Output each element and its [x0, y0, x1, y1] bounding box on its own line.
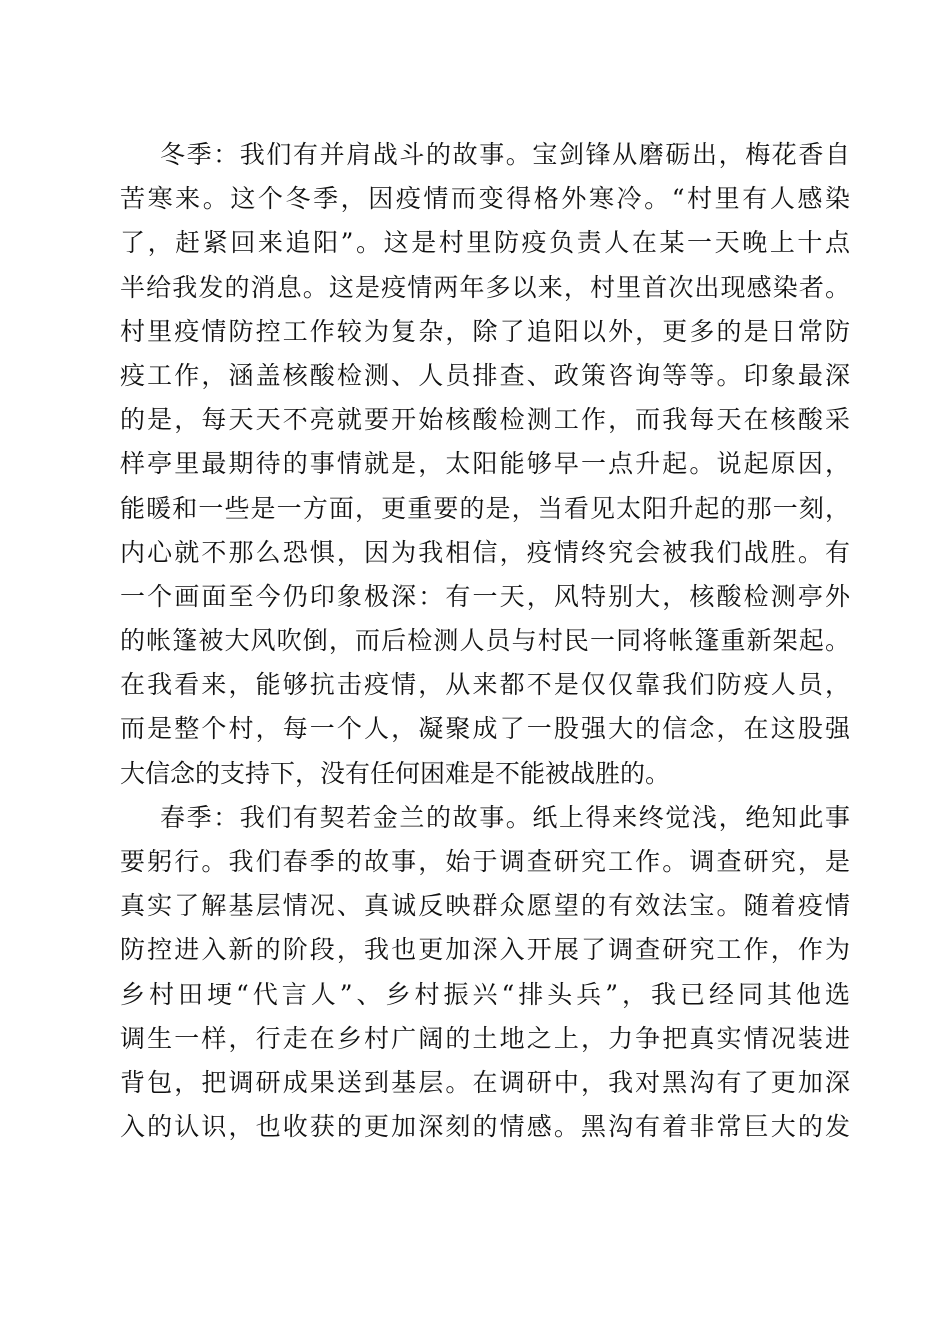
text-line: 疫工作，涵盖核酸检测、人员排查、政策咨询等等。印象最深: [120, 360, 850, 390]
text-line: 能暖和一些是一方面，更重要的是，当看见太阳升起的那一刻，: [120, 493, 850, 523]
text-line: 防控进入新的阶段，我也更加深入开展了调查研究工作，作为: [120, 935, 850, 965]
text-line: 的是，每天天不亮就要开始核酸检测工作，而我每天在核酸采: [120, 405, 850, 435]
text-line: 真实了解基层情况、真诚反映群众愿望的有效法宝。随着疫情: [120, 891, 850, 921]
text-line: 入的认识，也收获的更加深刻的情感。黑沟有着非常巨大的发: [120, 1112, 850, 1142]
text-line: 的帐篷被大风吹倒，而后检测人员与村民一同将帐篷重新架起。: [120, 626, 850, 656]
text-line: 一个画面至今仍印象极深：有一天，风特别大，核酸检测亭外: [120, 581, 850, 611]
text-line: 样亭里最期待的事情就是，太阳能够早一点升起。说起原因，: [120, 449, 850, 479]
text-line: 大信念的支持下，没有任何困难是不能被战胜的。: [120, 758, 671, 788]
text-line: 在我看来，能够抗击疫情，从来都不是仅仅靠我们防疫人员，: [120, 670, 850, 700]
text-line: 半给我发的消息。这是疫情两年多以来，村里首次出现感染者。: [120, 272, 850, 302]
text-line: 冬季：我们有并肩战斗的故事。宝剑锋从磨砺出，梅花香自: [160, 140, 850, 169]
text-line: 内心就不那么恐惧，因为我相信，疫情终究会被我们战胜。有: [120, 537, 850, 567]
text-line: 春季：我们有契若金兰的故事。纸上得来终觉浅，绝知此事: [160, 802, 850, 832]
text-line: 苦寒来。这个冬季，因疫情而变得格外寒冷。“村里有人感染: [120, 184, 850, 214]
text-line: 了，赶紧回来追阳”。这是村里防疫负责人在某一天晚上十点: [120, 228, 850, 258]
text-line: 要躬行。我们春季的故事，始于调查研究工作。调查研究，是: [120, 847, 850, 876]
body-text: [120, 133, 850, 1149]
text-line: 调生一样，行走在乡村广阔的土地之上，力争把真实情况装进: [120, 1023, 850, 1053]
text-line: 背包，把调研成果送到基层。在调研中，我对黑沟有了更加深: [120, 1067, 850, 1097]
text-line: 村里疫情防控工作较为复杂，除了追阳以外，更多的是日常防: [120, 316, 850, 346]
paragraph-spring: [120, 796, 850, 1150]
text-line: 乡村田埂“代言人”、乡村振兴“排头兵”，我已经同其他选: [120, 979, 850, 1009]
paragraph-winter: [120, 133, 850, 796]
text-line: 而是整个村，每一个人，凝聚成了一股强大的信念，在这股强: [120, 714, 850, 744]
